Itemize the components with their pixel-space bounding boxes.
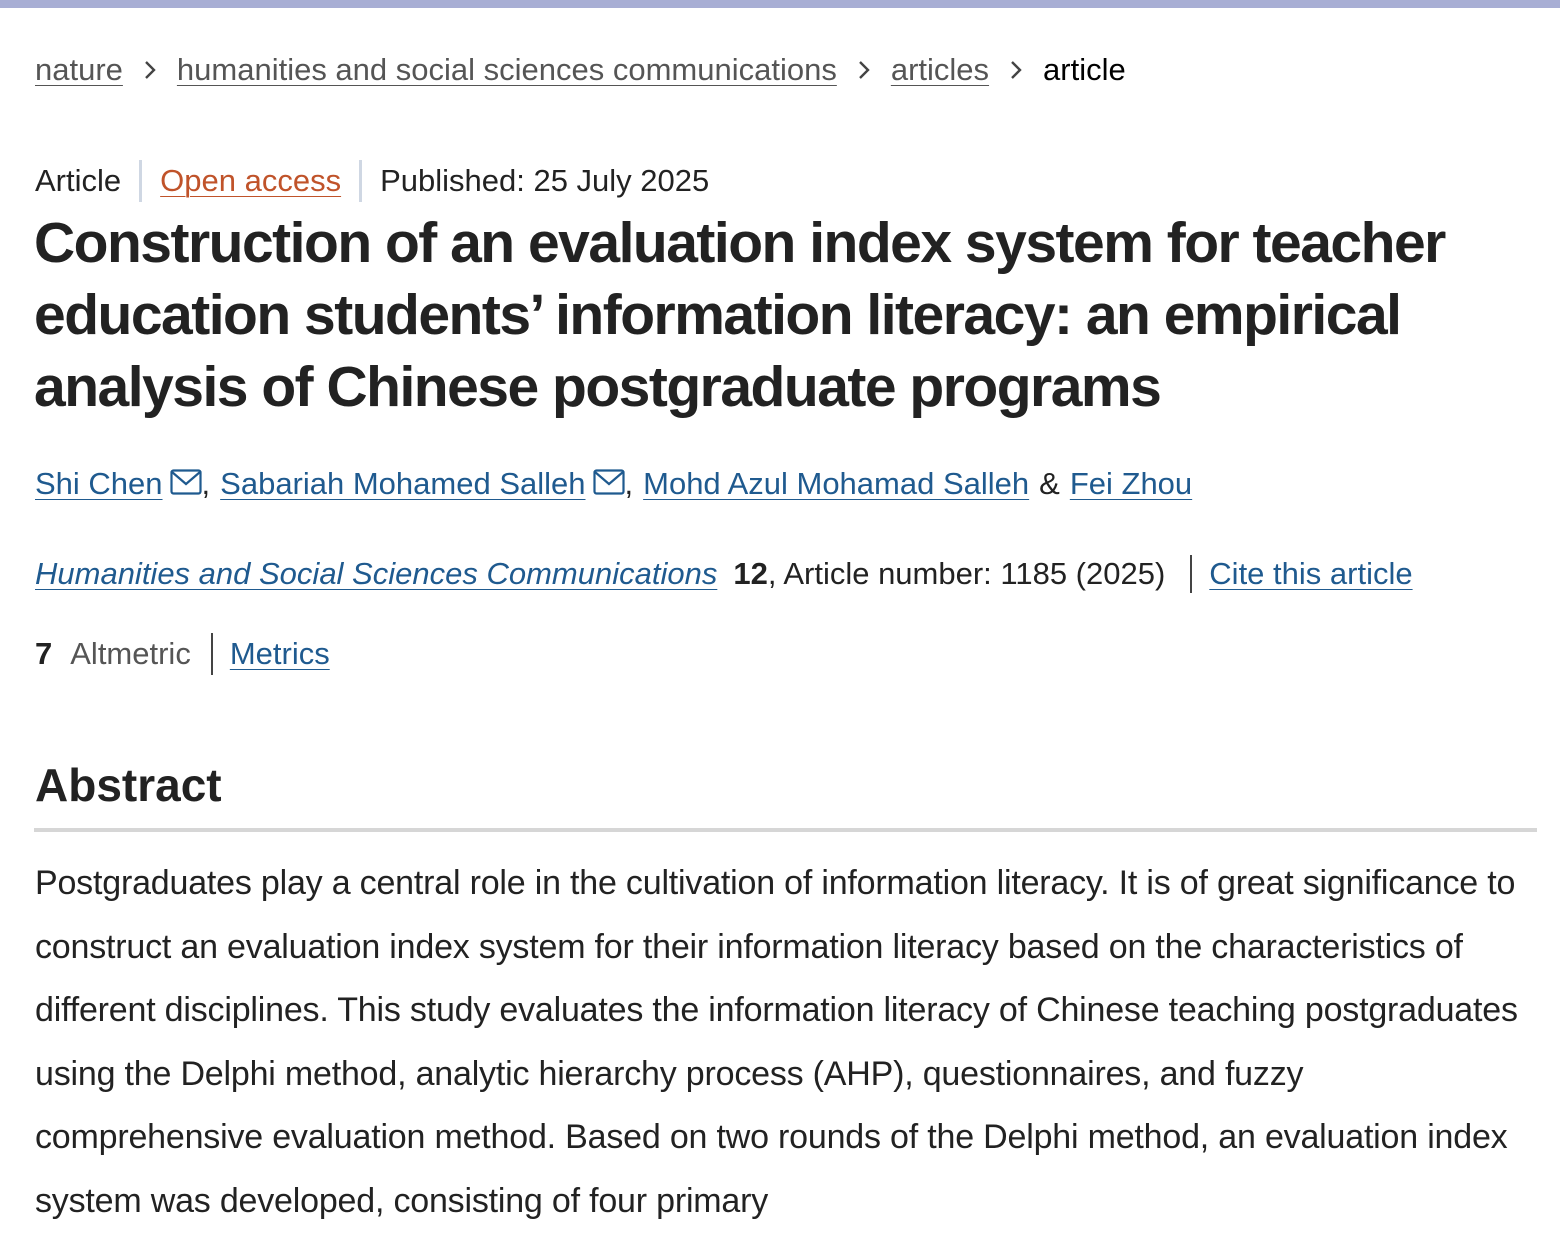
author-separator: ,	[201, 466, 211, 501]
published-date: Published: 25 July 2025	[380, 163, 710, 198]
envelope-icon[interactable]	[593, 467, 625, 493]
breadcrumb-current: article	[1043, 52, 1126, 87]
section-divider	[34, 828, 1537, 832]
abstract-text: Postgraduates play a central role in the cultivation of information literacy. It is of great significance to construct an evaluation index system for their information literacy based on the characteristics of different disciplines. This study evaluates the information literacy of Chinese teaching postgraduates using the Delphi method, analytic hierarchy process (AHP), questionnaires, and fuzzy comprehensive evaluation method. Based on two rounds of the Delphi method, an evaluation index system was developed, consisting of four primary	[35, 864, 1518, 1220]
volume-number: 12	[733, 556, 768, 591]
article-type: Article	[35, 163, 122, 198]
citation-line	[35, 552, 1413, 596]
meta-divider	[359, 160, 362, 202]
envelope-icon[interactable]	[170, 467, 202, 493]
open-access-link[interactable]: Open access	[160, 163, 342, 198]
breadcrumb	[35, 48, 1126, 92]
chevron-right-icon	[989, 59, 1043, 81]
cite-this-article-link[interactable]: Cite this article	[1209, 556, 1413, 591]
breadcrumb-journal[interactable]: humanities and social sciences communications	[176, 52, 837, 87]
breadcrumb-nature[interactable]: nature	[35, 52, 123, 87]
article-number: , Article number: 1185 (2025)	[767, 556, 1166, 591]
breadcrumb-articles[interactable]: articles	[890, 52, 990, 87]
journal-link[interactable]: Humanities and Social Sciences Communications	[35, 556, 718, 591]
citation-divider	[1190, 555, 1192, 593]
metrics-row	[35, 632, 330, 676]
altmetric-count: 7	[35, 636, 53, 671]
chevron-right-icon	[123, 59, 177, 81]
author-separator: ,	[624, 466, 634, 501]
author-link[interactable]: Sabariah Mohamed Salleh	[220, 466, 586, 501]
author-link[interactable]: Mohd Azul Mohamad Salleh	[643, 466, 1030, 501]
article-meta	[35, 160, 709, 202]
article-title: Construction of an evaluation index system for teacher education students’ information literacy: an empirical analysis of Chinese postgraduate programs	[34, 211, 1445, 419]
metrics-divider	[211, 633, 213, 675]
meta-divider	[139, 160, 142, 202]
author-ampersand: &	[1039, 466, 1060, 501]
altmetric-label: Altmetric	[70, 636, 191, 671]
author-link[interactable]: Shi Chen	[35, 466, 163, 501]
top-accent-bar	[0, 0, 1560, 8]
metrics-link[interactable]: Metrics	[229, 636, 330, 671]
chevron-right-icon	[837, 59, 891, 81]
abstract-heading: Abstract	[35, 759, 222, 811]
author-list	[35, 460, 1192, 508]
author-link[interactable]: Fei Zhou	[1069, 466, 1193, 501]
